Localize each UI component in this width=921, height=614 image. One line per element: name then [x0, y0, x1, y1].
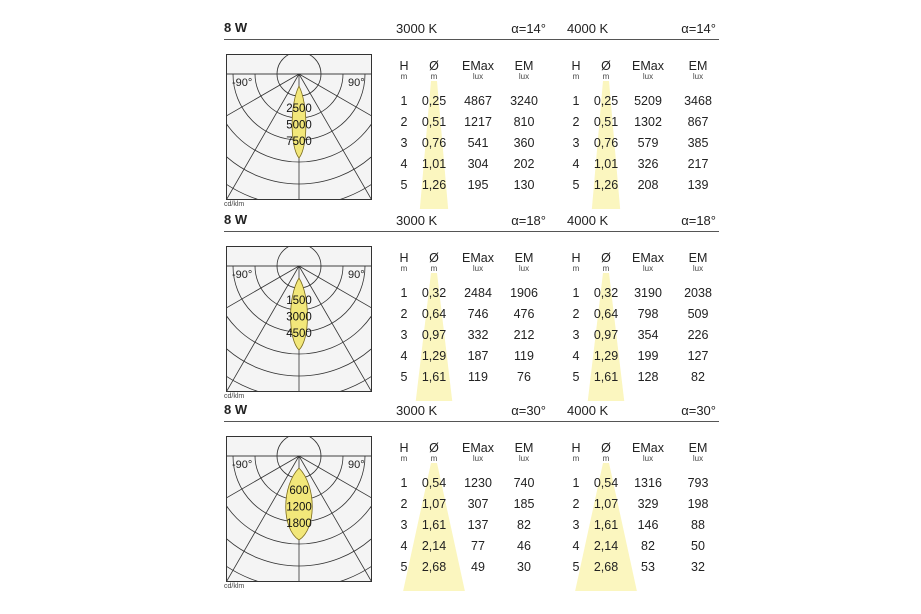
table-cell: 195: [467, 178, 489, 192]
column-header: H: [571, 251, 581, 265]
table-cell: 0,97: [593, 328, 619, 342]
angle-label-right: 90°: [348, 77, 365, 89]
table-cell: 5: [400, 370, 408, 384]
column-header: H: [399, 59, 409, 73]
column-header: Ø: [601, 441, 611, 455]
angle-label-left: -90°: [232, 77, 253, 89]
intensity-label: 4500: [286, 328, 312, 340]
table-cell: 4: [400, 157, 408, 171]
table-cell: 1,61: [421, 370, 447, 384]
column-header: EM: [514, 59, 534, 73]
table-cell: 53: [641, 560, 655, 574]
column-unit: m: [572, 72, 580, 81]
table-cell: 0,25: [593, 94, 619, 108]
beam-angle-label: α=18°: [681, 213, 716, 228]
table-cell: 0,64: [421, 307, 447, 321]
cct-label-4000k: 4000 K: [567, 21, 609, 36]
table-cell: 307: [467, 497, 489, 511]
table-cell: 2,68: [593, 560, 619, 574]
table-cell: 146: [637, 518, 659, 532]
intensity-label: 7500: [286, 136, 312, 148]
section-power-label: 8 W: [224, 402, 248, 417]
column-unit: lux: [518, 72, 530, 81]
table-cell: 2038: [684, 286, 712, 300]
angle-label-left: -90°: [232, 269, 253, 281]
table-cell: 329: [637, 497, 659, 511]
table-cell: 5: [572, 178, 580, 192]
column-unit: m: [400, 264, 408, 273]
beam-angle-label: α=30°: [511, 403, 546, 418]
column-header: EMax: [462, 441, 494, 455]
beam-angle-label: α=14°: [511, 21, 546, 36]
table-cell: 1: [572, 476, 580, 490]
column-header: H: [571, 441, 581, 455]
table-cell: 137: [467, 518, 489, 532]
table-cell: 1,26: [421, 178, 447, 192]
table-cell: 354: [637, 328, 659, 342]
table-cell: 1,01: [421, 157, 447, 171]
table-cell: 187: [467, 349, 489, 363]
table-cell: 476: [513, 307, 535, 321]
column-header: EM: [514, 441, 534, 455]
section-divider: [224, 39, 719, 40]
table-cell: 139: [687, 178, 709, 192]
unit-label: cd/klm: [224, 393, 245, 400]
table-cell: 46: [517, 539, 531, 553]
column-unit: lux: [692, 264, 704, 273]
table-cell: 541: [467, 136, 489, 150]
column-unit: lux: [518, 264, 530, 273]
table-cell: 867: [687, 115, 709, 129]
table-cell: 1316: [634, 476, 662, 490]
column-unit: m: [400, 454, 408, 463]
table-cell: 2: [400, 307, 408, 321]
column-unit: lux: [642, 264, 654, 273]
table-cell: 1,01: [593, 157, 619, 171]
intensity-label: 1800: [286, 518, 312, 530]
column-header: EMax: [632, 441, 664, 455]
angle-label-left: -90°: [232, 459, 253, 471]
table-cell: 1302: [634, 115, 662, 129]
table-cell: 82: [517, 518, 531, 532]
table-cell: 2: [400, 115, 408, 129]
table-cell: 1,29: [593, 349, 619, 363]
table-cell: 509: [687, 307, 709, 321]
cct-label-3000k: 3000 K: [396, 213, 438, 228]
unit-label: cd/klm: [224, 583, 245, 590]
polar-light-distribution-diagram: [226, 54, 372, 200]
table-cell: 332: [467, 328, 489, 342]
table-cell: 3190: [634, 286, 662, 300]
beam-angle-label: α=18°: [511, 213, 546, 228]
table-cell: 3: [572, 328, 580, 342]
table-cell: 2: [572, 115, 580, 129]
table-cell: 202: [513, 157, 535, 171]
intensity-label: 3000: [286, 311, 312, 324]
table-cell: 49: [471, 560, 485, 574]
column-header: H: [399, 441, 409, 455]
column-header: Ø: [429, 59, 439, 73]
intensity-label: 5000: [286, 119, 312, 132]
cct-label-3000k: 3000 K: [396, 21, 438, 36]
column-unit: m: [602, 264, 610, 273]
table-cell: 3: [400, 136, 408, 150]
intensity-label: 600: [289, 485, 309, 497]
table-cell: 50: [691, 539, 705, 553]
column-unit: m: [602, 454, 610, 463]
table-cell: 0,64: [593, 307, 619, 321]
table-cell: 1,61: [593, 370, 619, 384]
table-cell: 1: [400, 286, 408, 300]
table-cell: 226: [687, 328, 709, 342]
table-cell: 3: [572, 518, 580, 532]
table-cell: 1217: [464, 115, 492, 129]
table-cell: 4: [572, 349, 580, 363]
column-unit: lux: [472, 454, 484, 463]
table-cell: 2,68: [421, 560, 447, 574]
table-cell: 326: [637, 157, 659, 171]
table-cell: 2: [572, 497, 580, 511]
table-cell: 304: [467, 157, 489, 171]
table-cell: 3: [400, 328, 408, 342]
table-cell: 32: [691, 560, 705, 574]
cct-label-4000k: 4000 K: [567, 213, 609, 228]
column-header: Ø: [601, 59, 611, 73]
table-cell: 1,07: [421, 497, 447, 511]
beam-angle-label: α=30°: [681, 403, 716, 418]
table-cell: 3468: [684, 94, 712, 108]
table-cell: 1: [400, 476, 408, 490]
table-cell: 77: [471, 539, 485, 553]
beam-angle-label: α=14°: [681, 21, 716, 36]
table-cell: 0,54: [421, 476, 447, 490]
table-cell: 1,07: [593, 497, 619, 511]
table-cell: 185: [513, 497, 535, 511]
table-cell: 740: [513, 476, 535, 490]
table-cell: 199: [637, 349, 659, 363]
column-header: Ø: [429, 251, 439, 265]
table-cell: 746: [467, 307, 489, 321]
table-cell: 5: [400, 178, 408, 192]
column-unit: m: [602, 72, 610, 81]
table-cell: 1,61: [593, 518, 619, 532]
column-header: H: [399, 251, 409, 265]
table-cell: 3240: [510, 94, 538, 108]
table-cell: 2,14: [421, 539, 447, 553]
table-cell: 130: [513, 178, 535, 192]
column-unit: lux: [472, 72, 484, 81]
table-cell: 1230: [464, 476, 492, 490]
table-cell: 76: [517, 370, 531, 384]
column-unit: m: [430, 72, 438, 81]
intensity-label: 1200: [286, 501, 312, 514]
table-cell: 0,32: [593, 286, 619, 300]
table-cell: 2484: [464, 286, 492, 300]
table-cell: 4: [400, 349, 408, 363]
intensity-label: 1500: [286, 295, 312, 307]
table-cell: 1,29: [421, 349, 447, 363]
table-cell: 0,25: [421, 94, 447, 108]
table-cell: 5: [400, 560, 408, 574]
column-header: EMax: [462, 251, 494, 265]
column-unit: m: [572, 264, 580, 273]
section-divider: [224, 231, 719, 232]
table-cell: 82: [691, 370, 705, 384]
table-cell: 1: [572, 286, 580, 300]
table-cell: 2: [572, 307, 580, 321]
table-cell: 127: [687, 349, 709, 363]
column-unit: lux: [692, 72, 704, 81]
table-cell: 798: [637, 307, 659, 321]
table-cell: 0,32: [421, 286, 447, 300]
column-unit: lux: [642, 454, 654, 463]
table-cell: 208: [637, 178, 659, 192]
table-cell: 1: [572, 94, 580, 108]
table-cell: 2: [400, 497, 408, 511]
column-header: EM: [688, 59, 708, 73]
table-cell: 128: [637, 370, 659, 384]
column-unit: lux: [642, 72, 654, 81]
column-unit: lux: [692, 454, 704, 463]
table-cell: 793: [687, 476, 709, 490]
column-unit: m: [430, 454, 438, 463]
column-unit: m: [430, 264, 438, 273]
table-cell: 810: [513, 115, 535, 129]
table-cell: 0,76: [593, 136, 619, 150]
table-cell: 3: [572, 136, 580, 150]
table-cell: 2,14: [593, 539, 619, 553]
table-cell: 1906: [510, 286, 538, 300]
column-header: EM: [688, 441, 708, 455]
table-cell: 1: [400, 94, 408, 108]
table-cell: 4867: [464, 94, 492, 108]
table-cell: 0,54: [593, 476, 619, 490]
table-cell: 88: [691, 518, 705, 532]
angle-label-right: 90°: [348, 269, 365, 281]
column-header: Ø: [429, 441, 439, 455]
column-header: EM: [688, 251, 708, 265]
table-cell: 1,61: [421, 518, 447, 532]
polar-light-distribution-diagram: [226, 436, 372, 582]
angle-label-right: 90°: [348, 459, 365, 471]
column-unit: m: [400, 72, 408, 81]
table-cell: 212: [513, 328, 535, 342]
table-cell: 579: [637, 136, 659, 150]
column-header: EMax: [632, 59, 664, 73]
table-cell: 4: [572, 157, 580, 171]
table-cell: 0,51: [593, 115, 619, 129]
section-power-label: 8 W: [224, 212, 248, 227]
table-cell: 1,26: [593, 178, 619, 192]
column-header: H: [571, 59, 581, 73]
table-cell: 0,97: [421, 328, 447, 342]
table-cell: 4: [400, 539, 408, 553]
unit-label: cd/klm: [224, 201, 245, 208]
section-power-label: 8 W: [224, 20, 248, 35]
table-cell: 360: [513, 136, 535, 150]
table-cell: 119: [468, 370, 488, 384]
table-cell: 30: [517, 560, 531, 574]
table-cell: 0,76: [421, 136, 447, 150]
cct-label-3000k: 3000 K: [396, 403, 438, 418]
column-header: EM: [514, 251, 534, 265]
column-unit: lux: [472, 264, 484, 273]
table-cell: 119: [514, 349, 534, 363]
table-cell: 82: [641, 539, 655, 553]
table-cell: 5: [572, 560, 580, 574]
column-header: Ø: [601, 251, 611, 265]
table-cell: 198: [687, 497, 709, 511]
polar-light-distribution-diagram: [226, 246, 372, 392]
table-cell: 5: [572, 370, 580, 384]
column-header: EMax: [462, 59, 494, 73]
cct-label-4000k: 4000 K: [567, 403, 609, 418]
column-unit: lux: [518, 454, 530, 463]
table-cell: 5209: [634, 94, 662, 108]
column-unit: m: [572, 454, 580, 463]
intensity-label: 2500: [286, 103, 312, 115]
table-cell: 385: [687, 136, 709, 150]
table-cell: 217: [687, 157, 709, 171]
table-cell: 3: [400, 518, 408, 532]
column-header: EMax: [632, 251, 664, 265]
section-divider: [224, 421, 719, 422]
table-cell: 0,51: [421, 115, 447, 129]
table-cell: 4: [572, 539, 580, 553]
